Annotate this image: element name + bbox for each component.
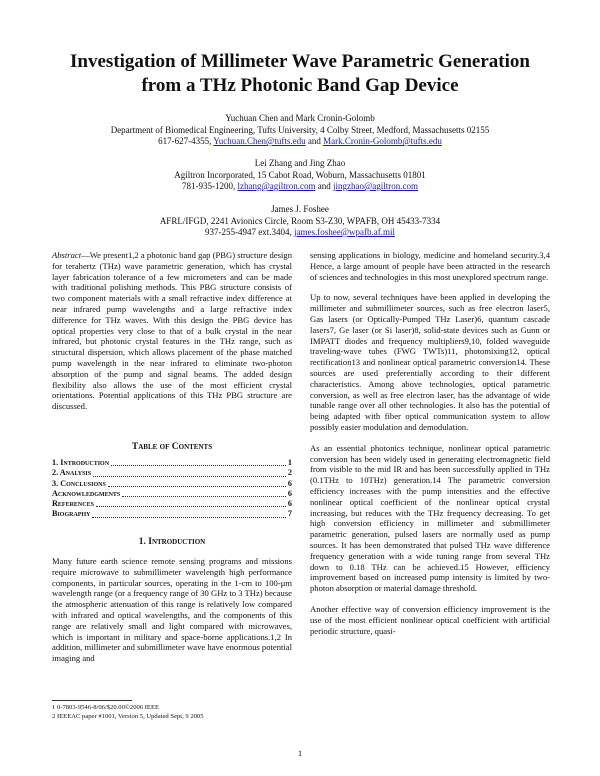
author-names: Yuchuan Chen and Mark Cronin-Golomb — [225, 113, 375, 123]
toc-leader — [108, 486, 286, 487]
body-paragraph: Up to now, several techniques have been applied in developing the millimeter and submillimeter sources, such as free electron laser5, Gas lasers (or Optically-Pumped THz Laser)6, quantum cascade lasers7, Ge laser (or Si laser)8, solid-state devices such as Gunn or IMPATT diodes and frequency multipliers9,10, folded waveguide traveling-wave tubes (FWG TWTs)11, photomixing12, optical rectification13 and nonlinear optical parametric conversion14. These sources are used preferentially according to their different characteristics. Among above technologies, optical parametric conversion, as well as free electron laser, has the advantage of wide tunable range over all other technologies. It also has the potential of being adapted with fiber optical communication system to allow possibly easier modulation and demodulation. — [310, 292, 550, 432]
toc-entry[interactable] — [52, 499, 292, 509]
toc-entry-page: 7 — [287, 509, 292, 519]
title-line-1: Investigation of Millimeter Wave Parametric Generation — [70, 51, 530, 72]
footnote: 1 0-7803-9546-8/06/$20.00©2006 IEEE — [52, 704, 160, 711]
abstract — [52, 250, 292, 412]
toc-entry-page: 6 — [287, 488, 292, 498]
author-block-3 — [40, 204, 560, 239]
toc-entry[interactable] — [52, 468, 292, 478]
toc-entry-page: 6 — [287, 478, 292, 488]
intro-paragraph — [52, 556, 292, 664]
email-link[interactable]: jingzhao@agiltron.com — [333, 181, 419, 191]
paper-title — [30, 50, 570, 98]
author-affiliation: AFRL/IFGD, 2241 Avionics Circle, Room S3-Z30, WPAFB, OH 45433-7334 — [159, 215, 441, 226]
toc-entry-label: Biography — [52, 509, 91, 519]
email-link[interactable]: Yuchuan.Chen@tufts.edu — [213, 136, 306, 146]
body-paragraph: As an essential photonics technique, nonlinear optical parametric conversion has been widely used in generating electromagnetic field from visible to the mid IR and has been successfully applied in THz (0.1THz to 10THz) generation.14 The parametric conversion efficiency increases with the pump intensities and the effective nonlinear optical coefficient of the nonlinear optical crystal increasing, but reduces with the THz frequency decreasing. To get high conversion efficiency in millimeter and submillimeter parametric generation, pulsed lasers are normally used as pump sources. It has been demonstrated that pulsed THz wave difference frequency generation with a wide tuning range from several THz down to 0.18 THz can be achieved.15 However, efficiency improvement based on increased pump intensity is limited by two-photon absorption or material damage threshold. — [310, 442, 550, 594]
title-line-2: from a THz Photonic Band Gap Device — [141, 75, 459, 96]
abstract-text: —We present1,2 a photonic band gap (PBG) structure design for terahertz (THz) wave parametric generation, which has crystal layer fabrication tolerance of a few micrometers and can be made with traditional polishing methods. This PBG structure consists of two component materials with a small refractive index difference at near infrared pump wavelengths and a large refractive index difference for THz waves. With this design the PBG device has optical properties very close to that of a bulk crystal in the near infrared, but photonic crystal features in the THz range, such as structural dispersion, which allows placement of the phase matched pump wavelength in the near infrared to eliminate two-photon absorption of the pump and signal beams. The added design flexibility also allows the use of the most efficient crystal orientations. Potential applications of this THz PBG structure are discussed. — [52, 250, 292, 412]
toc-entry[interactable] — [52, 489, 292, 499]
author-phone: 937-255-4947 ext.3404, — [204, 227, 294, 237]
toc-entry[interactable] — [52, 479, 292, 489]
email-link[interactable]: Mark.Cronin-Golomb@tufts.edu — [323, 136, 442, 146]
email-link[interactable]: lzhang@agiltron.com — [237, 181, 316, 191]
toc-entry-page: 1 — [287, 458, 292, 467]
author-contact — [40, 136, 560, 148]
email-link[interactable]: james.foshee@wpafb.af.mil — [293, 227, 395, 237]
author-contact — [40, 227, 560, 239]
toc-entry-label: Acknowledgments — [52, 488, 121, 498]
author-block-1 — [40, 113, 560, 148]
toc-heading: Table of Contents — [131, 442, 213, 452]
toc-leader — [111, 465, 286, 466]
toc-entry-label: References — [52, 499, 94, 509]
toc-entry-label: 2. Analysis — [52, 468, 92, 478]
intro-heading: 1. Introduction — [138, 537, 206, 547]
toc-entry-label: 3. Conclusions — [52, 478, 106, 488]
footnote: 2 IEEEAC paper #1001, Version 5, Updated Sept, 9 2005 — [52, 713, 204, 720]
body-paragraph: sensing applications in biology, medicine and homeland security.3,4 Hence, a large amount of people have been attracted in the research of sciences and technologies in this most unexplored spectrum range. — [310, 250, 550, 282]
author-names: James J. Foshee — [271, 204, 329, 214]
body-paragraph: Another effective way of conversion efficiency improvement is the use of the most efficient nonlinear optical coefficient with artificial periodic structure, quasi- — [310, 603, 550, 636]
toc-leader — [93, 476, 286, 477]
author-block-2 — [40, 158, 560, 193]
author-names: Lei Zhang and Jing Zhao — [254, 158, 346, 168]
author-phone: 617-627-4355, — [158, 136, 214, 146]
toc-entry-page: 6 — [287, 499, 292, 509]
author-contact — [40, 181, 560, 193]
toc-leader — [122, 496, 286, 497]
toc-entry[interactable] — [52, 458, 292, 468]
author-phone: 781-935-1200, — [181, 181, 238, 191]
toc-leader — [96, 506, 286, 507]
toc-entry-label: 1. Introduction — [52, 458, 110, 467]
and-text: and — [315, 181, 333, 191]
table-of-contents — [52, 458, 292, 520]
footnote-rule — [52, 700, 132, 701]
author-affiliation: Department of Biomedical Engineering, Tufts University, 4 Colby Street, Medford, Massachusetts 02155 — [110, 124, 490, 135]
toc-leader — [92, 517, 285, 518]
intro-text: Many future earth science remote sensing programs and missions require microwave to submillimeter wavelength high performance components, in particular sources, operating in the 1-cm to 100-μm wavelength range (or a frequency range of 30 GHz to 3 THz) because the atmospheric attenuation of this range is relatively low compared with infrared and optical wavelengths, and the components of this range are relatively small and light compared with microwaves, which is important in military and space-borne applications.1,2 In addition, millimeter and submillimeter wave have enormous potential imaging and — [52, 556, 292, 664]
right-column — [310, 250, 550, 636]
toc-entry-page: 2 — [287, 468, 292, 478]
toc-entry[interactable] — [52, 509, 292, 519]
page-number: 1 — [297, 748, 303, 758]
author-affiliation: Agiltron Incorporated, 15 Cabot Road, Woburn, Massachusetts 01801 — [174, 169, 426, 180]
abstract-label: Abstract — [52, 250, 82, 260]
and-text: and — [305, 136, 324, 146]
